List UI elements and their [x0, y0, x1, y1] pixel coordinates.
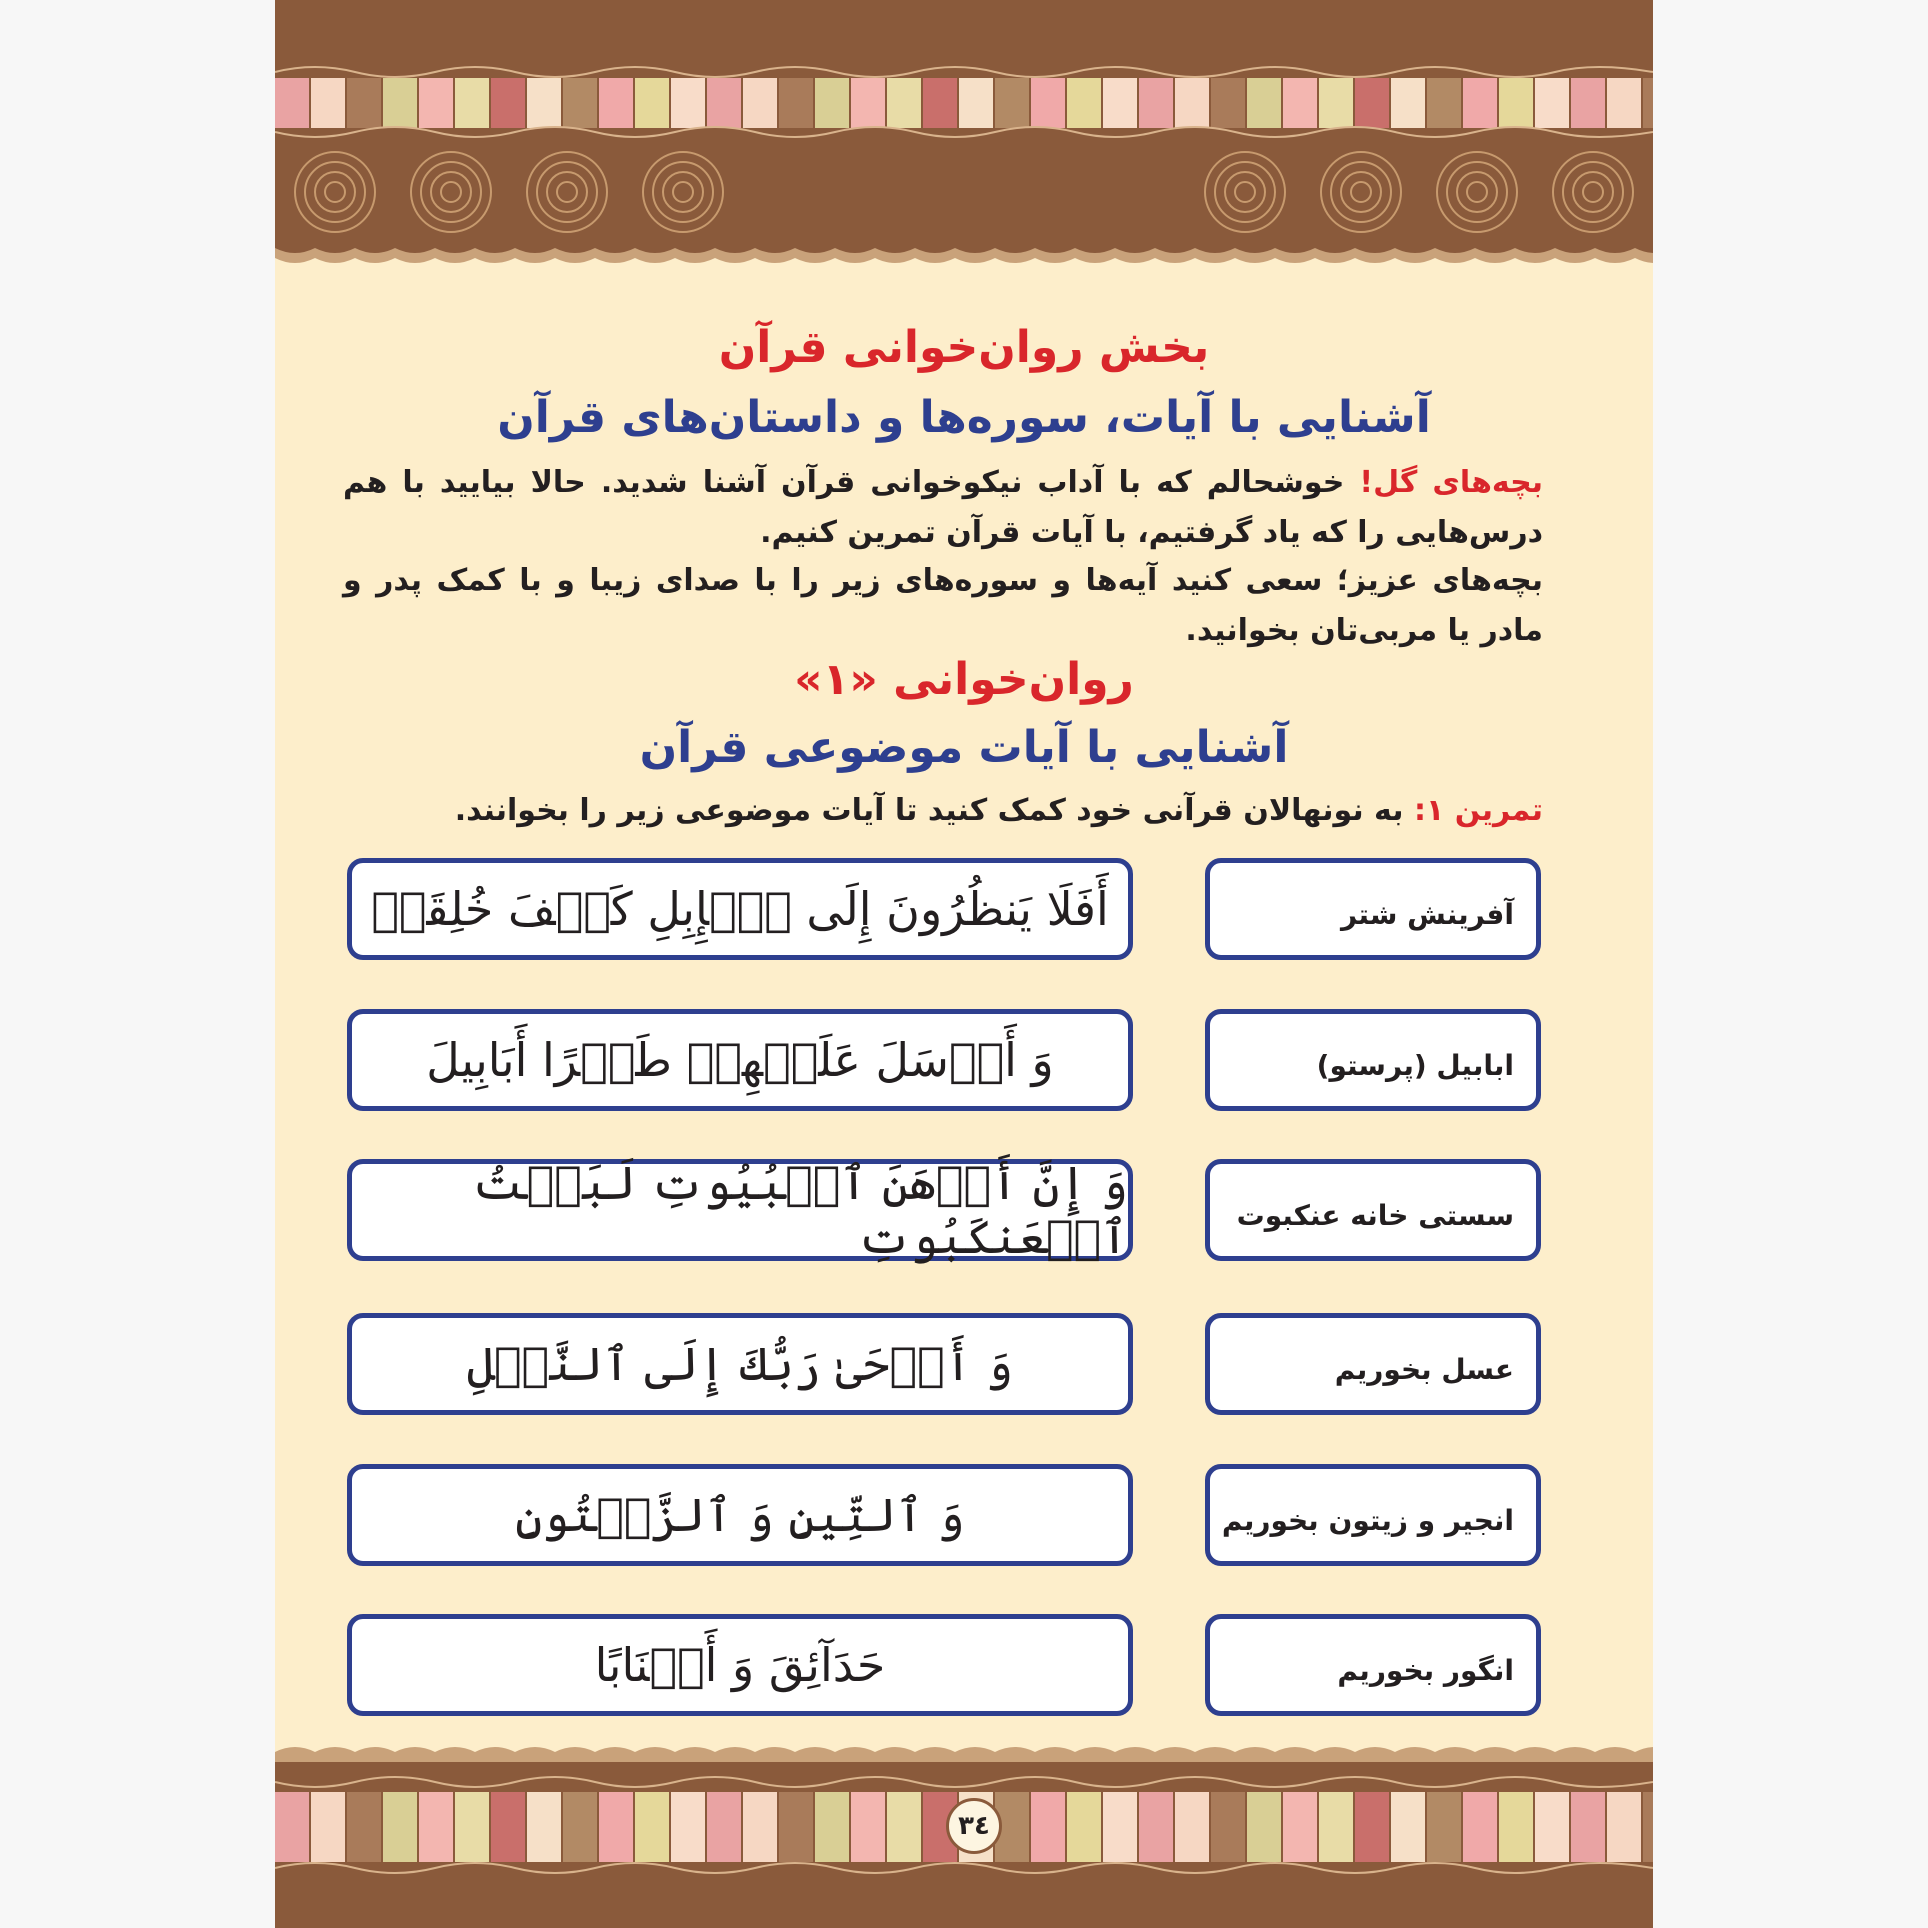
stripe-tile: [311, 78, 345, 128]
stripe-tile: [1427, 78, 1461, 128]
topic-label: انجیر و زیتون بخوریم: [1221, 1503, 1514, 1537]
topic-box: [1205, 1159, 1541, 1261]
stripe-tile: [707, 78, 741, 128]
stripe-tile: [671, 78, 705, 128]
stripe-tile: [1031, 78, 1065, 128]
stripe-tile: [419, 1792, 453, 1862]
stripe-tile: [1103, 1792, 1137, 1862]
stripe-tile: [1391, 78, 1425, 128]
stripe-tile: [635, 1792, 669, 1862]
stripe-tile: [1571, 1792, 1605, 1862]
stripe-tile: [599, 78, 633, 128]
stripe-tile: [1175, 78, 1209, 128]
stripe-tile: [527, 1792, 561, 1862]
stripe-tile: [1283, 1792, 1317, 1862]
stripe-tile: [1175, 1792, 1209, 1862]
stripe-tile: [563, 78, 597, 128]
verse-box: وَ أَرۡسَلَ عَلَيۡهِمۡ طَيۡرًا أَبَابِيلَ: [347, 1009, 1133, 1111]
stripe-tile: [995, 78, 1029, 128]
stripe-tile: [1355, 78, 1389, 128]
intro-paragraph-2: بچه‌های عزیز؛ سعی کنید آیه‌ها و سوره‌های زیر را با صدای زیبا و با کمک پدر و مادر یا مربی‌تان بخوانید.: [343, 563, 1543, 648]
stripe-tile: [779, 1792, 813, 1862]
stripe-tile: [419, 78, 453, 128]
stripe-tile: [1499, 1792, 1533, 1862]
stripe-tile: [1391, 1792, 1425, 1862]
section-title: بخش روان‌خوانی قرآن: [718, 322, 1210, 373]
topic-label: ابابیل (پرستو): [1316, 1048, 1514, 1082]
stripe-tile: [1103, 78, 1137, 128]
stripe-tile: [851, 1792, 885, 1862]
stripe-tile: [959, 78, 993, 128]
stripe-tile: [1355, 1792, 1389, 1862]
header-band: [275, 0, 1653, 280]
stripe-tile: [1463, 1792, 1497, 1862]
stripe-tile: [851, 78, 885, 128]
stripe-tile: [635, 78, 669, 128]
stripe-tile: [1499, 78, 1533, 128]
stripe-tile: [1643, 78, 1653, 128]
stripe-tile: [743, 78, 777, 128]
stripe-tile: [1139, 78, 1173, 128]
lesson-title: روان‌خوانی «۱»: [794, 654, 1134, 705]
stripe-tile: [599, 1792, 633, 1862]
stripe-tile: [1427, 1792, 1461, 1862]
stripe-pattern: [275, 78, 1653, 128]
topic-label: سستی خانه عنکبوت: [1236, 1198, 1514, 1232]
verse-box: أَفَلَا يَنظُرُونَ إِلَى ٱلۡإِبِلِ كَيۡفَ خُلِقَتۡ: [347, 858, 1133, 960]
topic-box: [1205, 1009, 1541, 1111]
stripe-tile: [275, 1792, 309, 1862]
stripe-tile: [671, 1792, 705, 1862]
stripe-tile: [347, 78, 381, 128]
exercise-text: به نونهالان قرآنی خود کمک کنید تا آیات موضوعی زیر را بخوانند.: [454, 793, 1414, 828]
verse-box: وَ أَوۡحَىٰ رَبُّكَ إِلَى ٱلنَّحۡلِ: [347, 1313, 1133, 1415]
intro-text-1: خوشحالم که با آداب نیکوخوانی قرآن آشنا شدید. حالا بیایید با هم درس‌هایی را که یاد گرفتیم، با آیات قرآن تمرین کنیم.: [343, 465, 1543, 550]
stripe-tile: [275, 78, 309, 128]
stripe-tile: [887, 78, 921, 128]
page-number: ۳٤: [946, 1798, 1002, 1854]
topic-box: [1205, 1313, 1541, 1415]
stripe-tile: [815, 78, 849, 128]
stripe-tile: [383, 1792, 417, 1862]
topic-box: [1205, 858, 1541, 960]
stripe-tile: [563, 1792, 597, 1862]
stripe-tile: [1067, 1792, 1101, 1862]
stripe-tile: [383, 78, 417, 128]
stripe-tile: [1571, 78, 1605, 128]
stripe-tile: [1535, 1792, 1569, 1862]
topic-box: [1205, 1464, 1541, 1566]
stripe-tile: [779, 78, 813, 128]
stripe-tile: [491, 1792, 525, 1862]
topic-label: عسل بخوریم: [1334, 1352, 1514, 1386]
verse-box: وَ ٱلتِّينِ وَ ٱلزَّيۡتُونِ: [347, 1464, 1133, 1566]
exercise-instruction: [343, 793, 1543, 828]
topic-label: آفرینش شتر: [1340, 897, 1514, 931]
stripe-tile: [1139, 1792, 1173, 1862]
verse-box: وَ إِنَّ أَوۡهَنَ ٱلۡبُيُوتِ لَبَيۡتُ ٱلۡعَنكَبُوتِ: [347, 1159, 1133, 1261]
stripe-tile: [455, 1792, 489, 1862]
stripe-tile: [455, 78, 489, 128]
stripe-tile: [1535, 78, 1569, 128]
stripe-tile: [743, 1792, 777, 1862]
stripe-tile: [347, 1792, 381, 1862]
intro-lead: بچه‌های گل!: [1359, 465, 1543, 500]
stripe-tile: [491, 78, 525, 128]
page: [275, 0, 1653, 1928]
stripe-tile: [1607, 78, 1641, 128]
section-subtitle: آشنایی با آیات، سوره‌ها و داستان‌های قرآن: [497, 392, 1431, 443]
verse-box: حَدَآئِقَ وَ أَعۡنَابًا: [347, 1614, 1133, 1716]
stripe-tile: [1463, 78, 1497, 128]
stripe-tile: [1319, 78, 1353, 128]
topic-box: [1205, 1614, 1541, 1716]
stripe-tile: [311, 1792, 345, 1862]
stripe-tile: [1607, 1792, 1641, 1862]
lesson-subtitle: آشنایی با آیات موضوعی قرآن: [639, 722, 1289, 773]
stripe-tile: [1247, 1792, 1281, 1862]
stripe-tile: [1283, 78, 1317, 128]
stripe-tile: [1247, 78, 1281, 128]
stripe-tile: [1643, 1792, 1653, 1862]
stripe-tile: [527, 78, 561, 128]
stripe-tile: [1067, 78, 1101, 128]
stripe-tile: [1211, 78, 1245, 128]
stripe-tile: [923, 78, 957, 128]
exercise-lead: تمرین ۱:: [1413, 793, 1543, 828]
stripe-tile: [1211, 1792, 1245, 1862]
stripe-tile: [887, 1792, 921, 1862]
stripe-tile: [1031, 1792, 1065, 1862]
intro-paragraph-1: [343, 458, 1543, 558]
stripe-tile: [707, 1792, 741, 1862]
stripe-tile: [815, 1792, 849, 1862]
stripe-tile: [1319, 1792, 1353, 1862]
topic-label: انگور بخوریم: [1337, 1653, 1514, 1687]
